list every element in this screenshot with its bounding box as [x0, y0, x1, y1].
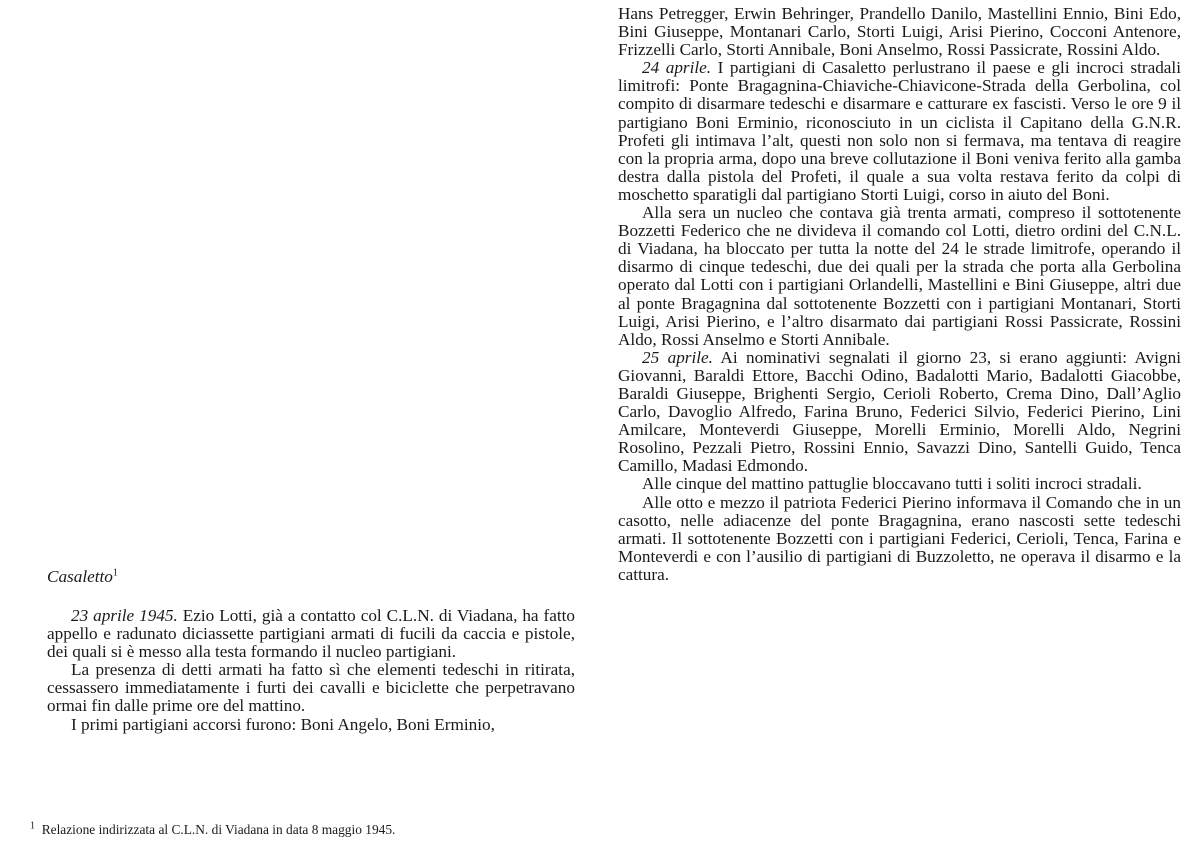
paragraph-presenza: La presenza di detti armati ha fatto sì che elementi tedeschi in ritirata, cessassero immediatamente i furti dei cavalli e biciclette che perpetravano ormai fin dalle prime ore del mattino.	[47, 660, 575, 716]
footnote	[30, 822, 550, 838]
date-24-aprile: 24 aprile.	[642, 58, 712, 78]
footnote-text: Relazione indirizzata al C.L.N. di Viadana in data 8 maggio 1945.	[41, 822, 396, 837]
paragraph-23-aprile	[47, 607, 575, 661]
footnote-reference: 1	[112, 567, 118, 579]
paragraph-names-continued: Hans Petregger, Erwin Behringer, Prandello Danilo, Mastellini Ennio, Bini Edo, Bini Giuseppe, Montanari Carlo, Storti Luigi, Arisi Pierino, Cocconi Antenore, Frizzelli Carlo, Storti Annibale, Boni Anselmo, Rossi Passicrate, Rossini Aldo.	[618, 4, 1181, 60]
paragraph-alla-sera: Alla sera un nucleo che contava già trenta armati, compreso il sottotenente Bozzetti Federico che ne divideva il comando col Lotti, dietro ordini del C.N.L. di Viadana, ha bloccato per tutta la notte del 24 le strade limitrofe, operando il disarmo di cinque tedeschi, due dei quali per la strada che porta alla Gerbolina operato dal Lotti con i partigiani Orlandelli, Mastellini e Bini Giuseppe, altri due al ponte Bragagnina dal sottotenente Bozzetti con i partigiani Montanari, Storti Luigi, Arisi Pierino, e l’altro disarmato dai partigiani Rossi Passicrate, Rossini Aldo, Rossi Anselmo e Storti Annibale.	[618, 203, 1181, 349]
paragraph-text: Ezio Lotti, già a contatto col C.L.N. di Viadana, ha fatto appello e radunato diciassette partigiani armati di fucili da caccia e pistole, dei quali si è messo alla testa formando il nucleo partigiani.	[47, 606, 575, 662]
date-25-aprile: 25 aprile.	[642, 347, 713, 367]
heading-spacer	[47, 586, 575, 607]
paragraph-text: Ai nominativi segnalati il giorno 23, si erano aggiunti: Avigni Giovanni, Baraldi Ettore, Bacchi Odino, Badalotti Mario, Badalotti Giacobbe, Baraldi Giuseppe, Brighenti Sergio, Cerioli Roberto, Crema Dino, Dall’Aglio Carlo, Davoglio Alfredo, Farina Bruno, Federici Silvio, Federici Pierino, Lini Amilcare, Monteverdi Giuseppe, Morelli Erminio, Morelli Aldo, Negrini Rosolino, Pezzali Pietro, Rossini Ennio, Savazzi Dino, Santelli Guido, Tenca Camillo, Madasi Edmondo.	[618, 347, 1181, 476]
paragraph-primi-partigiani: I primi partigiani accorsi furono: Boni Angelo, Boni Erminio,	[71, 714, 495, 734]
paragraph-text: I partigiani di Casaletto perlustrano il paese e gli incroci stradali limitrofi: Ponte Bragagnina-Chiaviche-Chiavicone-Strada della Gerbolina, col compito di disarmare tedeschi e disarmare e catturare ex fascisti. Verso le ore 9 il partigiano Boni Erminio, riconosciuto in un ciclista il Capitano della G.N.R. Profeti gli intimava l’alt, questi non solo non si fermava, ma tentava di reagire con la propria arma, dopo una breve collutazione il Boni veniva ferito alla gamba destra dalla pistola del Profeti, il quale a sua volta restava ferito da colpi di moschetto sparatigli dal partigiano Storti Luigi, corso in aiuto del Boni.	[618, 58, 1181, 204]
date-23-aprile: 23 aprile 1945.	[71, 606, 178, 625]
paragraph-alle-otto: Alle otto e mezzo il patriota Federici Pierino informava il Comando che in un casotto, nelle adiacenze del ponte Bragagnina, erano nascosti sette tedeschi armati. Il sottotenente Bozzetti con i partigiani Federici, Cerioli, Tenca, Farina e Monteverdi e con l’ausilio di partigiani di Buzzoletto, ne operava il disarmo e la cattura.	[618, 492, 1181, 584]
right-column	[618, 5, 1181, 584]
paragraph-25-aprile	[618, 349, 1181, 476]
left-column	[47, 568, 575, 734]
paragraph-24-aprile	[618, 59, 1181, 204]
section-heading-text: Casaletto	[47, 567, 113, 586]
paragraph-alle-cinque: Alle cinque del mattino pattuglie bloccavano tutti i soliti incroci stradali.	[642, 474, 1142, 494]
section-heading	[47, 568, 575, 586]
footnote-mark: 1	[30, 820, 35, 832]
